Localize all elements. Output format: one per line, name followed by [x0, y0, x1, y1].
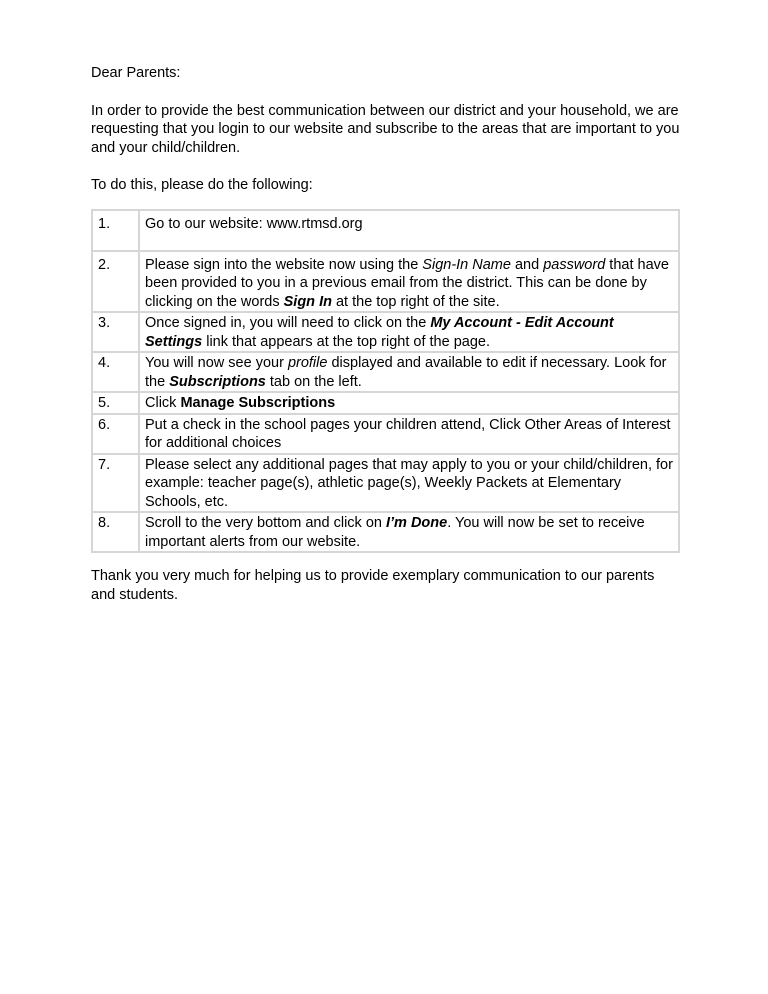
step-text: [139, 454, 679, 513]
step-text-run: Sign-In Name: [422, 256, 511, 273]
step-number: 2.: [92, 251, 139, 313]
instructions-lead: To do this, please do the following:: [91, 177, 313, 193]
step-text: [139, 414, 679, 454]
step-text: [139, 392, 679, 414]
step-text-run: Sign In: [283, 293, 332, 310]
step-text-run: at the top right of the site.: [331, 293, 500, 310]
step-number: 1.: [92, 210, 139, 251]
step-text-run: Scroll to the very bottom and click on: [145, 515, 386, 531]
step-text: [139, 352, 679, 392]
step-row: [92, 312, 679, 352]
step-text-run: . You will now be set to receive important alerts from our website.: [145, 515, 645, 550]
step-row: [92, 414, 679, 454]
step-text: [139, 210, 679, 251]
step-text-run: Once signed in, you will need to click on the: [145, 315, 431, 331]
step-text-run: Please select any additional pages that may apply to you or your child/children, for example: teacher page(s), athletic page(s), Weekly Packets at Elementary Schools, etc.: [145, 456, 673, 510]
step-text-run: I’m Done: [385, 515, 448, 531]
step-text-run: profile: [287, 355, 328, 371]
step-text: [139, 512, 679, 552]
step-row: [92, 251, 679, 313]
step-row: [92, 454, 679, 513]
step-number: 5.: [92, 392, 139, 414]
step-text-run: tab on the left.: [265, 373, 362, 390]
step-text-run: Please sign into the website now using the: [145, 256, 423, 273]
step-text-run: You will now see your: [145, 355, 288, 371]
step-text-run: Click: [145, 395, 181, 411]
step-text-run: Subscriptions: [169, 373, 266, 390]
step-text-run: that have been provided to you in a previous email from the district. This can be done by clicking on the words: [145, 256, 669, 310]
step-text-run: link that appears at the top right of the page.: [202, 333, 490, 350]
steps-table-body: [92, 210, 679, 553]
step-text-run: Go to our website: www.rtmsd.org: [145, 215, 363, 232]
step-text-run: password: [543, 256, 606, 273]
steps-table: [91, 209, 680, 554]
step-row: [92, 352, 679, 392]
step-row: [92, 392, 679, 414]
step-row: [92, 210, 679, 251]
step-number: 4.: [92, 352, 139, 392]
intro-paragraph: In order to provide the best communication between our district and your household, we are requesting that you login to our website and subscribe to the areas that are important to you and your child/children.: [91, 102, 680, 156]
step-number: 8.: [92, 512, 139, 552]
step-text-run: Manage Subscriptions: [180, 395, 336, 411]
greeting: Dear Parents:: [91, 65, 181, 81]
step-row: [92, 512, 679, 552]
letter-body: [91, 64, 681, 604]
step-text-run: and: [510, 256, 544, 273]
step-text-run: Put a check in the school pages your children attend, Click Other Areas of Interest for additional choices: [145, 416, 671, 451]
step-number: 6.: [92, 414, 139, 454]
step-number: 7.: [92, 454, 139, 513]
step-number: 3.: [92, 312, 139, 352]
closing-paragraph: Thank you very much for helping us to provide exemplary communication to our parents and students.: [91, 568, 655, 603]
step-text: [139, 312, 679, 352]
step-text-run: My Account - Edit Account Settings: [145, 315, 614, 350]
step-text: [139, 251, 679, 313]
step-text-run: displayed and available to edit if necessary. Look for the: [145, 355, 667, 390]
